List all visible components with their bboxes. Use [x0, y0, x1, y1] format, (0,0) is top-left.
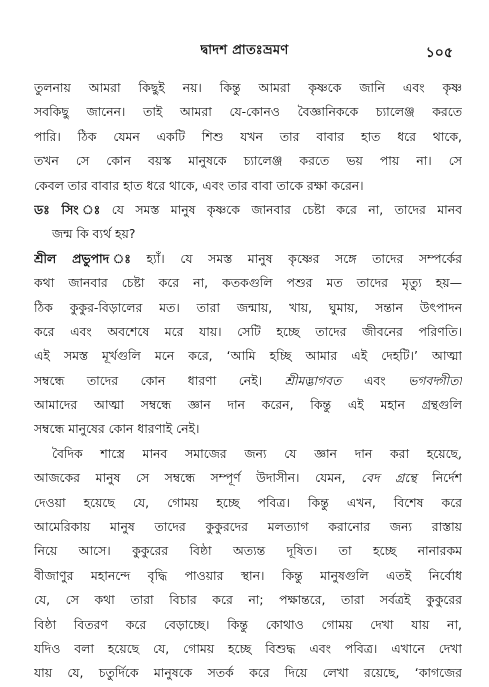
book-title: ভগবদ্গীতা [408, 372, 462, 388]
text-line: যদিও বলা হয়েছে যে, গোময় হচ্ছে বিশুদ্ধ এবং পবিত্র। এখানে দেখা [34, 640, 462, 656]
text-line: কেবল তার বাবার হাত ধরে থাকে, এবং তার বাবা তাকে রক্ষা করেন। [34, 177, 364, 193]
book-title: বেদ গ্রন্থে [361, 470, 417, 486]
body-text [34, 76, 462, 686]
book-title: শ্রীমদ্ভাগবত [284, 372, 342, 388]
text-line: বীজাণুর মহানন্দে বৃদ্ধি পাওয়ার স্থান। কিন্তু মানুষগুলি এতই নির্বোধ [34, 567, 462, 583]
text-line: সম্বন্ধে তাদের কোন ধারণা নেই। শ্রীমদ্ভাগবত এবং ভগবদ্গীতা [34, 372, 462, 388]
text-line: নিয়ে আসে। কুকুরের বিষ্ঠা অত্যন্ত দূষিত। তা হচ্ছে নানারকম [34, 543, 462, 559]
text-line: ঠিক কুকুর-বিড়ালের মত। তারা জন্মায়, খায়, ঘুমায়, সন্তান উৎপাদন [34, 299, 462, 315]
text-line: তুলনায় আমরা কিছুই নয়। কিন্তু আমরা কৃষ্ণকে জানি এবং কৃষ্ণ [34, 80, 462, 95]
speaker-label: শ্রীল প্রভুপাদ ঃ [34, 250, 143, 266]
speaker-label: ডঃ সিং ঃ [34, 201, 108, 217]
text-line: শ্রীল প্রভুপাদ ঃ হ্যাঁ। যে সমস্ত মানুষ কৃষ্ণের সঙ্গে তাদের সম্পর্কের [34, 250, 462, 266]
running-head: দ্বাদশ প্রাতঃভ্রমণ [200, 43, 289, 58]
text-line: আজকের মানুষ সে সম্বন্ধে সম্পূর্ণ উদাসীন। যেমন, বেদ গ্রন্থে নির্দেশ [34, 470, 462, 486]
text-line: সবকিছু জানেন। তাই আমরা যে-কোনও বৈজ্ঞানিককে চ্যালেঞ্জ করতে [34, 104, 462, 120]
text-line: এই সমস্ত মূর্খগুলি মনে করে, ‘আমি হচ্ছি আমার এই দেহটি।’ আত্মা [34, 348, 462, 364]
text-line: বৈদিক শাস্ত্রে মানব সমাজের জন্য যে জ্ঞান দান করা হয়েছে, [52, 445, 462, 461]
text-line: আমেরিকায় মানুষ তাদের কুকুরদের মলত্যাগ করানোর জন্য রাস্তায় [34, 519, 462, 535]
page-header [0, 41, 489, 63]
text-line: করে এবং অবশেষে মরে যায়। সেটি হচ্ছে তাদের জীবনের পরিণতি। [34, 323, 462, 339]
text-line: সম্বন্ধে মানুষের কোন ধারণাই নেই। [34, 421, 200, 437]
text-line: যে, সে কথা তারা বিচার করে না; পক্ষান্তরে, তারা সর্বত্রই কুকুরের [34, 592, 462, 608]
text-line: জন্ম কি ব্যর্থ হয়? [52, 226, 136, 242]
text-line: তখন সে কোন বয়স্ক মানুষকে চ্যালেঞ্জ করতে ভয় পায় না। সে [34, 153, 462, 169]
text-line: বিষ্ঠা বিতরণ করে বেড়াচ্ছে। কিন্তু কোথাও গোময় দেখা যায় না, [34, 616, 462, 632]
text-line: দেওয়া হয়েছে যে, গোময় হচ্ছে পবিত্র। কিন্তু এখন, বিশেষ করে [34, 494, 462, 510]
page-number: ১০৫ [425, 45, 453, 61]
text-line: আমাদের আত্মা সম্বন্ধে জ্ঞান দান করেন, কিন্তু এই মহান গ্রন্থগুলি [34, 397, 462, 413]
text-line: যায় যে, চতুর্দিকে মানুষকে সতর্ক করে দিয়ে লেখা রয়েছে, ‘কাগজের [34, 665, 462, 681]
text-line: পারি। ঠিক যেমন একটি শিশু যখন তার বাবার হাত ধরে থাকে, [34, 128, 462, 144]
text-line: ডঃ সিং ঃ যে সমস্ত মানুষ কৃষ্ণকে জানবার চেষ্টা করে না, তাদের মানব [34, 201, 462, 217]
text-line: কথা জানবার চেষ্টা করে না, কতকগুলি পশুর মত তাদের মৃত্যু হয়— [34, 275, 462, 291]
